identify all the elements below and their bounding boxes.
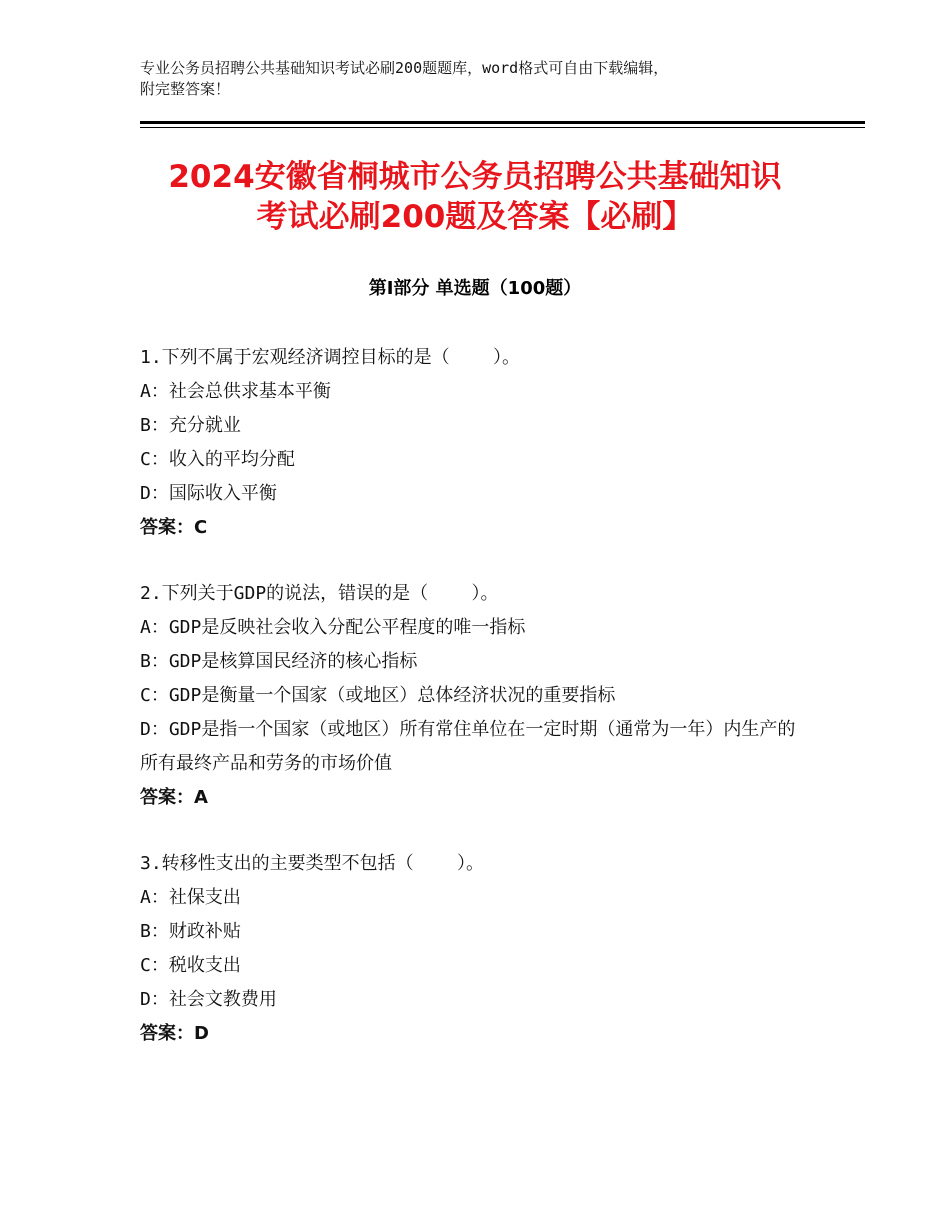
question-option: D：社会文教费用	[140, 989, 277, 1010]
header-divider-thin	[140, 127, 865, 128]
header-note	[140, 58, 840, 100]
document-title-line-1: 2024安徽省桐城市公务员招聘公共基础知识	[168, 159, 782, 195]
header-divider-thick	[140, 121, 865, 124]
question-answer: 答案：A	[140, 787, 208, 808]
document-title-line-2: 考试必刷200题及答案【必刷】	[256, 199, 694, 235]
question-option: A：GDP是反映社会收入分配公平程度的唯一指标	[140, 617, 526, 638]
question-option: C：GDP是衡量一个国家（或地区）总体经济状况的重要指标	[140, 685, 616, 706]
section-title: 第Ⅰ部分 单选题（100题）	[368, 278, 582, 299]
question-item	[140, 577, 820, 815]
question-answer: 答案：C	[140, 517, 208, 538]
document-title	[100, 157, 850, 237]
question-stem: 2.下列关于GDP的说法，错误的是（ ）。	[140, 583, 499, 604]
question-stem: 1.下列不属于宏观经济调控目标的是（ ）。	[140, 347, 521, 368]
question-option: B：GDP是核算国民经济的核心指标	[140, 651, 418, 672]
question-option: B：财政补贴	[140, 921, 241, 942]
question-option: B：充分就业	[140, 415, 241, 436]
question-option: D：GDP是指一个国家（或地区）所有常住单位在一定时期（通常为一年）内生产的所有最终产品和劳务的市场价值	[140, 719, 796, 774]
header-note-line-1: 专业公务员招聘公共基础知识考试必刷200题题库，word格式可自由下载编辑，	[140, 59, 669, 77]
question-list	[140, 341, 820, 1051]
header-note-line-2: 附完整答案！	[140, 80, 231, 98]
question-option: C：收入的平均分配	[140, 449, 295, 470]
question-item	[140, 847, 820, 1051]
question-stem: 3.转移性支出的主要类型不包括（ ）。	[140, 853, 485, 874]
question-option: A：社会总供求基本平衡	[140, 381, 331, 402]
question-option: C：税收支出	[140, 955, 241, 976]
question-option: D：国际收入平衡	[140, 483, 277, 504]
question-answer: 答案：D	[140, 1023, 209, 1044]
question-option: A：社保支出	[140, 887, 241, 908]
question-item	[140, 341, 820, 545]
